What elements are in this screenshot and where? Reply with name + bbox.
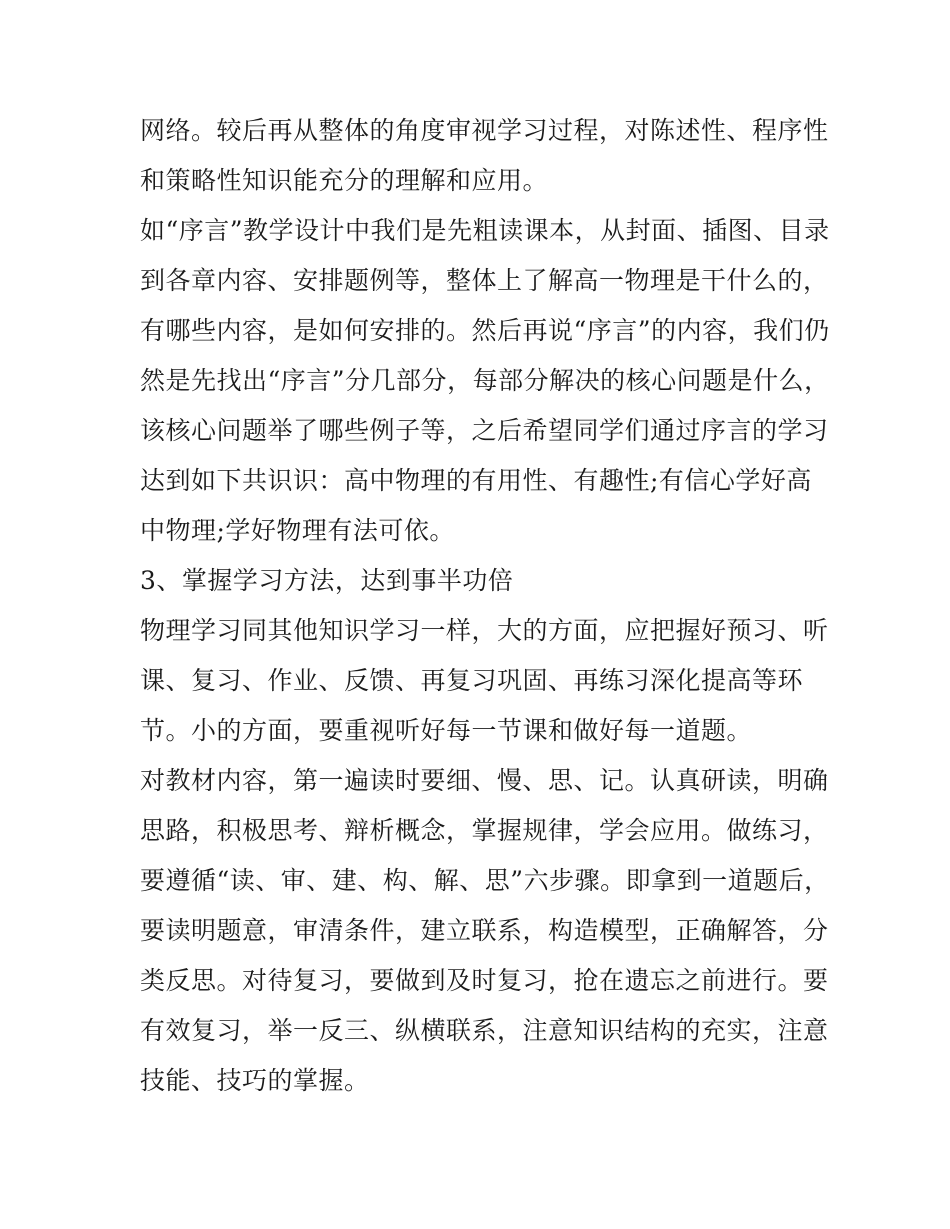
text-line: 有哪些内容，是如何安排的。然后再说“序言”的内容，我们仍 (140, 316, 830, 345)
text-line: 有效复习，举一反三、纵横联系，注意知识结构的充实，注意 (140, 1016, 829, 1045)
text-line: 该核心问题举了哪些例子等，之后希望同学们通过序言的学习 (140, 416, 829, 445)
text-line: 网络。较后再从整体的角度审视学习过程，对陈述性、程序性 (140, 116, 829, 145)
text-line: 达到如下共识识：高中物理的有用性、有趣性;有信心学好高 (140, 466, 812, 495)
text-line: 课、复习、作业、反馈、再复习巩固、再练习深化提高等环 (140, 666, 804, 695)
text-line: 和策略性知识能充分的理解和应用。 (140, 166, 549, 195)
section-heading: 3、掌握学习方法，达到事半功倍 (140, 566, 514, 595)
text-line: 然是先找出“序言”分几部分，每部分解决的核心问题是什么， (140, 366, 830, 395)
text-line: 物理学习同其他知识学习一样，大的方面，应把握好预习、听 (140, 616, 829, 645)
text-line: 类反思。对待复习，要做到及时复习，抢在遗忘之前进行。要 (140, 966, 829, 995)
text-line: 要遵循“读、审、建、构、解、思”六步骤。即拿到一道题后， (140, 866, 830, 895)
document-body (140, 106, 830, 1106)
text-line: 节。小的方面，要重视听好每一节课和做好每一道题。 (140, 716, 753, 745)
text-line: 技能、技巧的掌握。 (140, 1066, 370, 1095)
text-line: 如“序言”教学设计中我们是先粗读课本，从封面、插图、目录 (140, 216, 830, 245)
text-line: 思路，积极思考、辩析概念，掌握规律，学会应用。做练习， (140, 816, 829, 845)
text-line: 到各章内容、安排题例等，整体上了解高一物理是干什么的， (140, 266, 829, 295)
text-line: 对教材内容，第一遍读时要细、慢、思、记。认真研读，明确 (140, 766, 829, 795)
text-line: 要读明题意，审清条件，建立联系，构造模型，正确解答，分 (140, 916, 829, 945)
text-line: 中物理;学好物理有法可依。 (140, 516, 455, 545)
